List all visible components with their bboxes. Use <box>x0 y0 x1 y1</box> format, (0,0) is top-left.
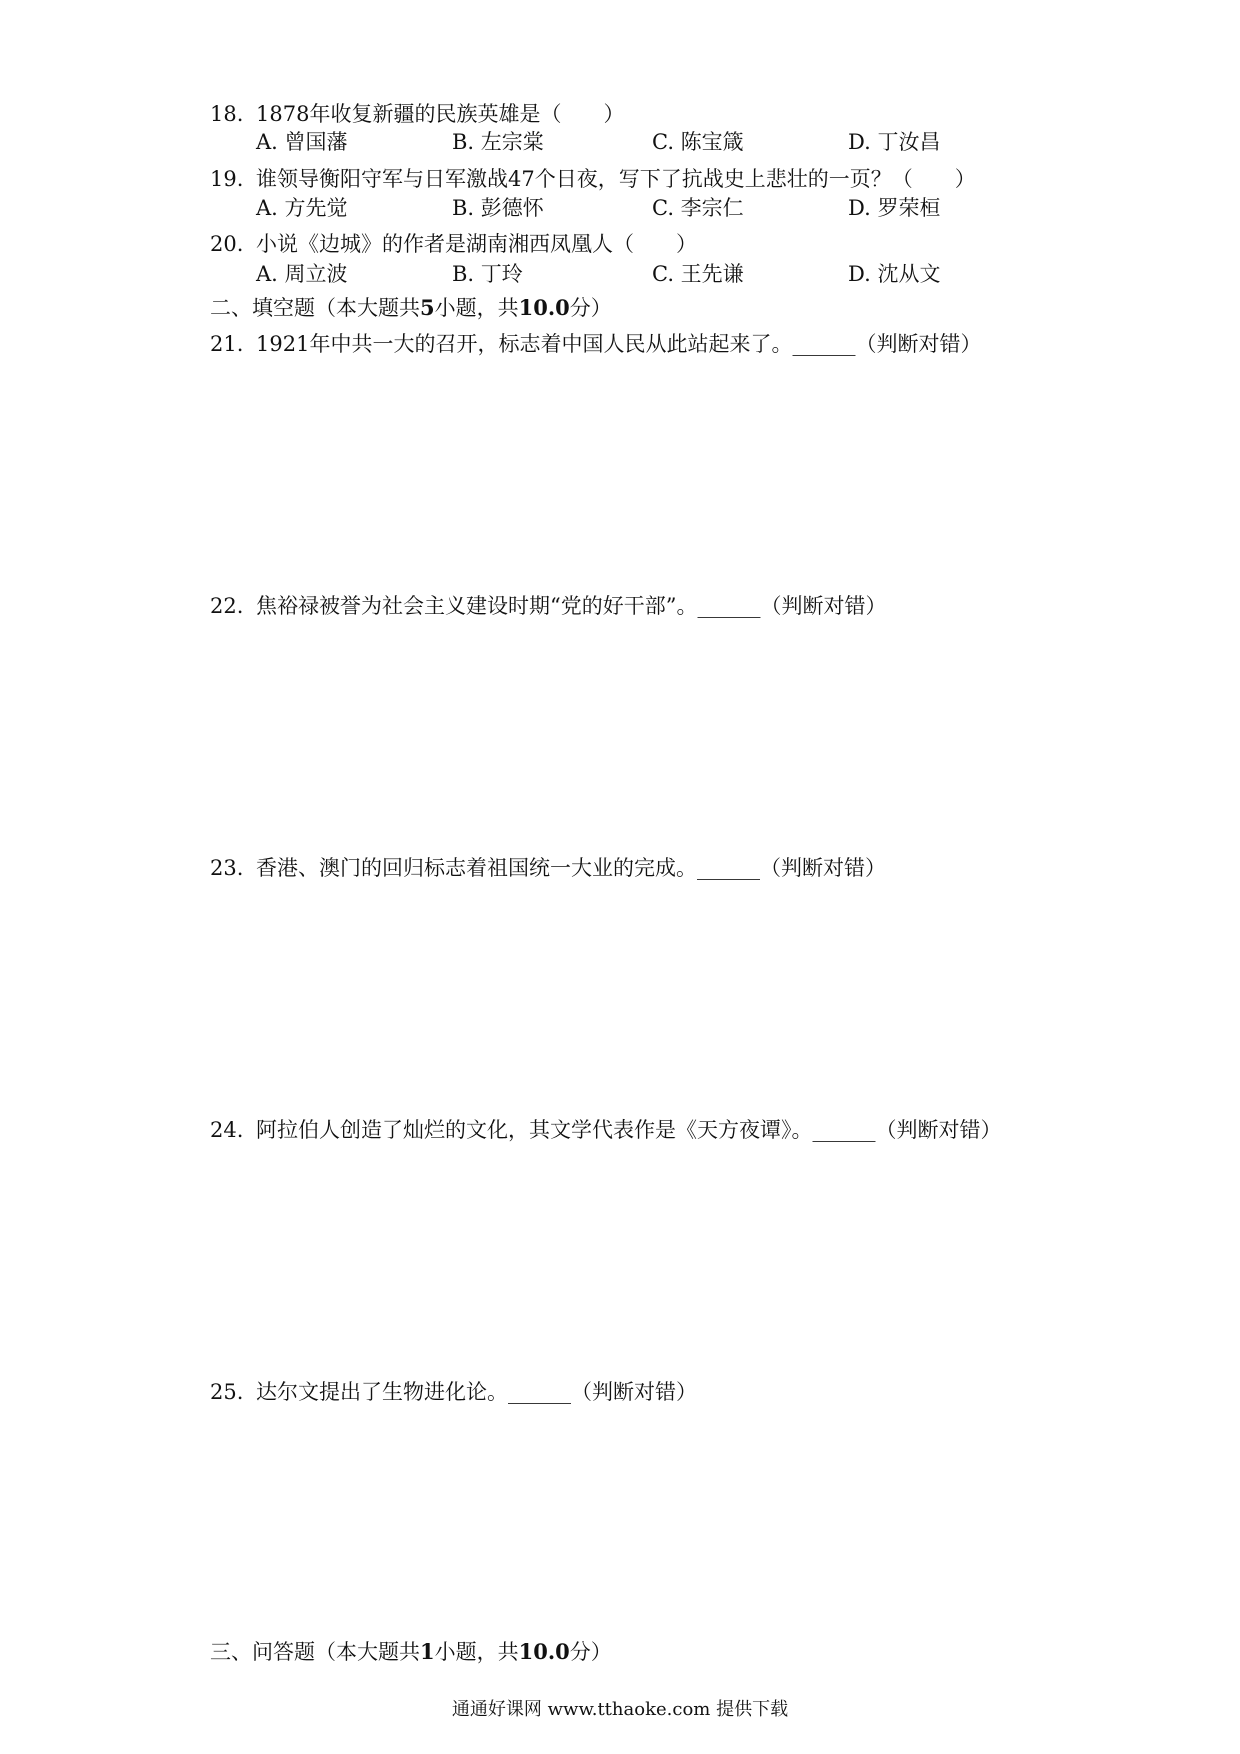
option-a: A. 曾国藩 <box>256 130 348 154</box>
question-text: 焦裕禄被誉为社会主义建设时期“党的好干部”。______（判断对错） <box>256 594 887 618</box>
option-d: D. 沈从文 <box>848 262 941 286</box>
option-c: C. 王先谦 <box>652 262 744 286</box>
question-20 <box>210 228 697 258</box>
option-b: B. 左宗棠 <box>452 130 544 154</box>
question-number: 18. <box>210 102 244 126</box>
question-number: 23. <box>210 856 244 880</box>
question-19 <box>210 163 976 193</box>
option-a: A. 方先觉 <box>256 196 348 220</box>
question-number: 21. <box>210 332 244 356</box>
question-number: 25. <box>210 1380 244 1404</box>
option-d: D. 罗荣桓 <box>848 196 941 220</box>
question-text: 谁领导衡阳守军与日军激战47个日夜，写下了抗战史上悲壮的一页？（ ） <box>256 167 976 191</box>
section-heading-qa: 三、问答题（本大题共1小题，共10.0分） <box>210 1639 612 1664</box>
question-text: 小说《边城》的作者是湖南湘西凤凰人（ ） <box>256 232 697 256</box>
question-text: 1921年中共一大的召开，标志着中国人民从此站起来了。______（判断对错） <box>256 332 982 356</box>
question-23 <box>210 852 886 882</box>
question-24 <box>210 1114 1002 1144</box>
question-number: 20. <box>210 232 244 256</box>
option-b: B. 丁玲 <box>452 262 523 286</box>
question-18 <box>210 98 624 128</box>
option-c: C. 陈宝箴 <box>652 130 744 154</box>
page-footer: 通通好课网 www.tthaoke.com 提供下载 <box>451 1699 789 1720</box>
question-text: 1878年收复新疆的民族英雄是（ ） <box>256 102 625 126</box>
question-text: 达尔文提出了生物进化论。______（判断对错） <box>256 1380 697 1404</box>
option-a: A. 周立波 <box>256 262 348 286</box>
question-text: 香港、澳门的回归标志着祖国统一大业的完成。______（判断对错） <box>256 856 886 880</box>
question-number: 19. <box>210 167 244 191</box>
section-heading-fill-blank: 二、填空题（本大题共5小题，共10.0分） <box>210 295 612 320</box>
question-number: 24. <box>210 1118 244 1142</box>
option-d: D. 丁汝昌 <box>848 130 941 154</box>
option-b: B. 彭德怀 <box>452 196 544 220</box>
question-text: 阿拉伯人创造了灿烂的文化，其文学代表作是《天方夜谭》。______（判断对错） <box>256 1118 1002 1142</box>
question-22 <box>210 590 886 620</box>
question-25 <box>210 1376 697 1406</box>
question-21 <box>210 328 981 358</box>
option-c: C. 李宗仁 <box>652 196 744 220</box>
question-number: 22. <box>210 594 244 618</box>
